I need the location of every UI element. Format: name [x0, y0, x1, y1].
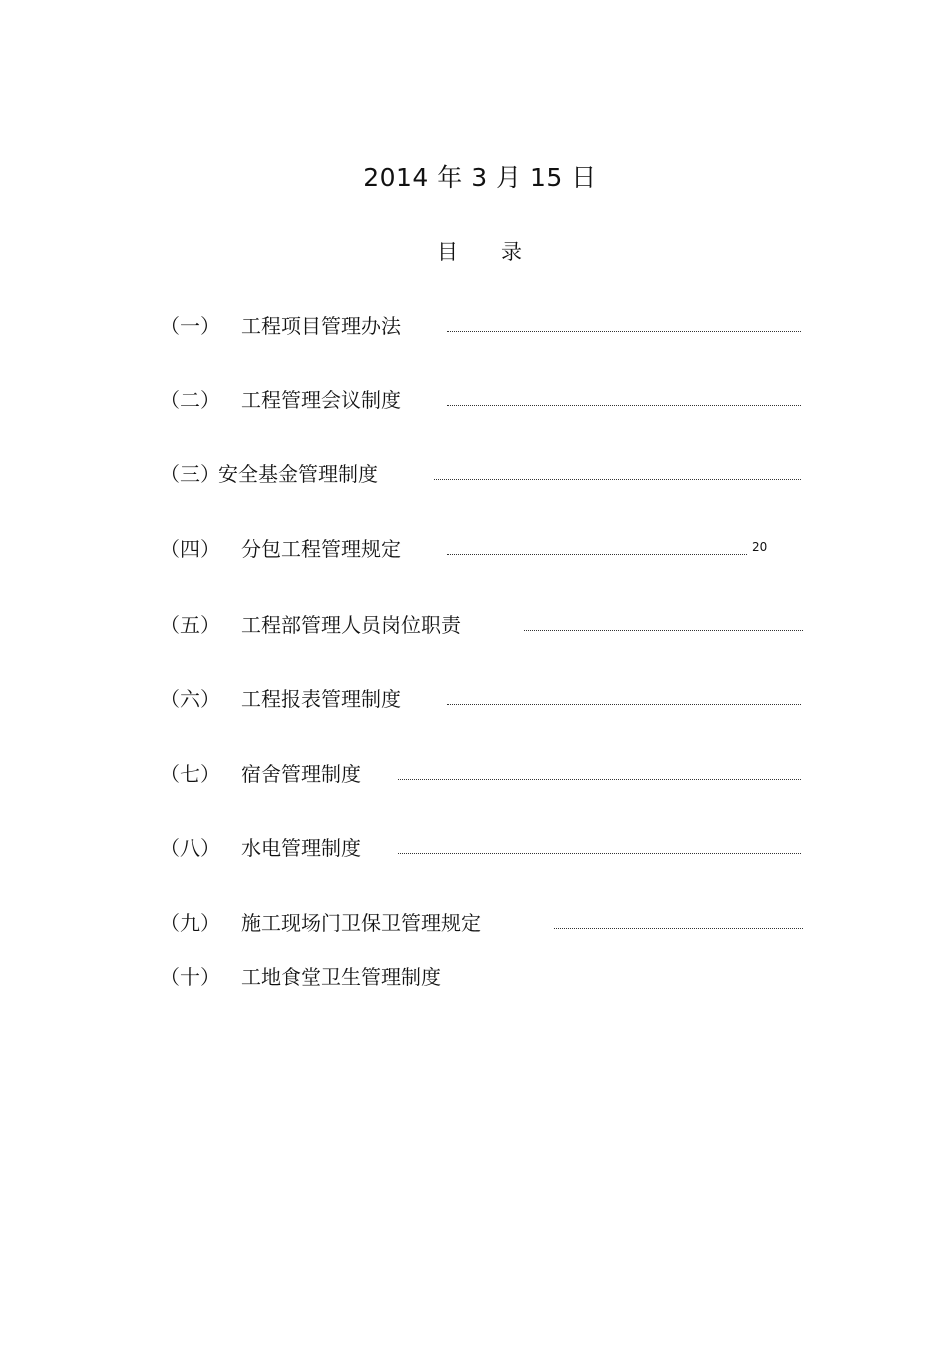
toc-entry-number: （三）	[160, 462, 220, 486]
toc-entry-number: （一）	[160, 314, 220, 338]
toc-entry-number: （八）	[160, 836, 220, 860]
toc-entry[interactable]	[160, 833, 810, 863]
toc-entry[interactable]	[160, 311, 810, 341]
toc-entry-title: 施工现场门卫保卫管理规定	[241, 911, 481, 935]
toc-title-char: 录	[501, 240, 522, 264]
toc-entry-number: （六）	[160, 687, 220, 711]
toc-entry-title: 工地食堂卫生管理制度	[241, 965, 441, 989]
toc-entry-title: 工程管理会议制度	[241, 388, 401, 412]
toc-entry[interactable]	[160, 908, 810, 938]
dot-leader	[447, 405, 801, 406]
toc-entry-number: （九）	[160, 911, 220, 935]
toc-entry-title: 宿舍管理制度	[241, 762, 361, 786]
toc-entry[interactable]	[160, 962, 810, 992]
toc-entry-title: 工程报表管理制度	[241, 687, 401, 711]
dot-leader	[447, 704, 801, 705]
toc-entry-title: 工程部管理人员岗位职责	[241, 613, 461, 637]
toc-entry[interactable]	[160, 385, 810, 415]
toc-entry-number: （二）	[160, 388, 220, 412]
dot-leader	[524, 630, 803, 631]
toc-entry-number: （七）	[160, 762, 220, 786]
toc-entry-number: （四）	[160, 537, 220, 561]
dot-leader	[554, 928, 803, 929]
toc-entry-title: 水电管理制度	[241, 836, 361, 860]
dot-leader	[447, 331, 801, 332]
toc-title	[0, 236, 950, 266]
toc-entry-title: 工程项目管理办法	[241, 314, 401, 338]
toc-entry[interactable]	[160, 534, 810, 564]
dot-leader	[447, 554, 747, 555]
toc-entry[interactable]	[160, 610, 810, 640]
toc-entry-number: （十）	[160, 965, 220, 989]
document-date: 2014 年 3 月 15 日	[363, 163, 597, 192]
toc-entry-title: 安全基金管理制度	[218, 462, 378, 486]
dot-leader	[398, 779, 801, 780]
toc-entry-title: 分包工程管理规定	[241, 537, 401, 561]
toc-entry-number: （五）	[160, 613, 220, 637]
dot-leader	[434, 479, 801, 480]
toc-entry-page-number: 20	[752, 540, 768, 554]
toc-entry[interactable]	[160, 459, 810, 489]
dot-leader	[398, 853, 801, 854]
toc-title-char: 目	[437, 240, 458, 264]
toc-entry[interactable]	[160, 684, 810, 714]
toc-entry[interactable]	[160, 759, 810, 789]
